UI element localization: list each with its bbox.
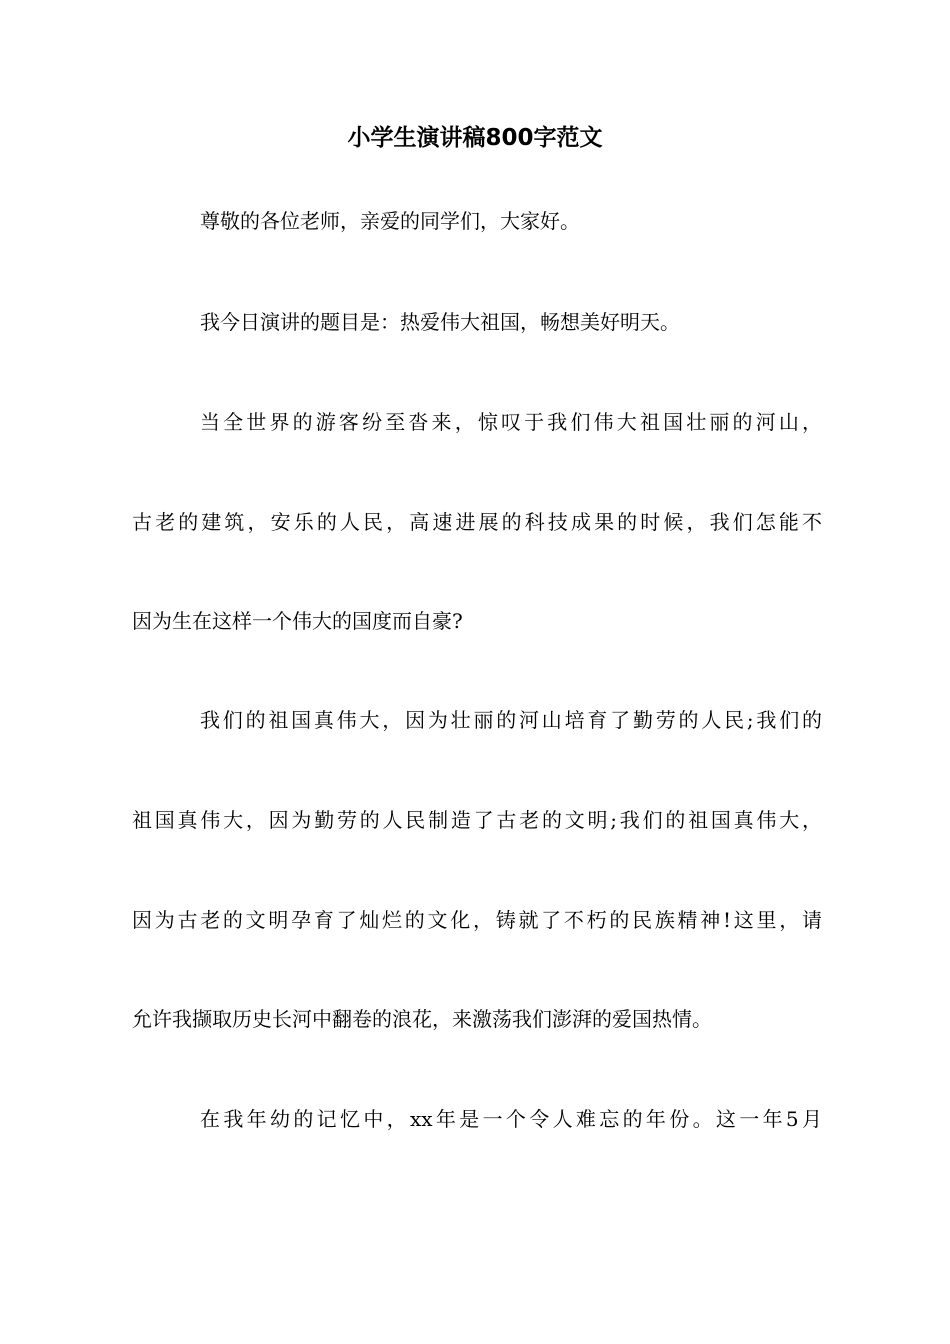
paragraph-line: 因为生在这样一个伟大的国度而自豪? xyxy=(132,609,463,633)
paragraph-line: 尊敬的各位老师，亲爱的同学们，大家好。 xyxy=(200,209,580,233)
paragraph-line: 古老的建筑，安乐的人民，高速进展的科技成果的时候，我们怎能不 xyxy=(132,510,822,534)
paragraph-line: 允许我撷取历史长河中翻卷的浪花，来激荡我们澎湃的爱国热情。 xyxy=(132,1007,712,1031)
paragraph-line: 当全世界的游客纷至沓来，惊叹于我们伟大祖国壮丽的河山， xyxy=(200,410,822,434)
paragraph-line: 我们的祖国真伟大，因为壮丽的河山培育了勤劳的人民;我们的 xyxy=(200,708,822,732)
paragraph-line: 我今日演讲的题目是：热爱伟大祖国，畅想美好明天。 xyxy=(200,310,680,334)
paragraph-line: 在我年幼的记忆中，xx年是一个令人难忘的年份。这一年5月 xyxy=(200,1107,822,1131)
paragraph-line: 祖国真伟大，因为勤劳的人民制造了古老的文明;我们的祖国真伟大， xyxy=(132,808,822,832)
document-title: 小学生演讲稿800字范文 xyxy=(347,125,603,151)
paragraph-line: 因为古老的文明孕育了灿烂的文化，铸就了不朽的民族精神!这里，请 xyxy=(132,908,822,932)
